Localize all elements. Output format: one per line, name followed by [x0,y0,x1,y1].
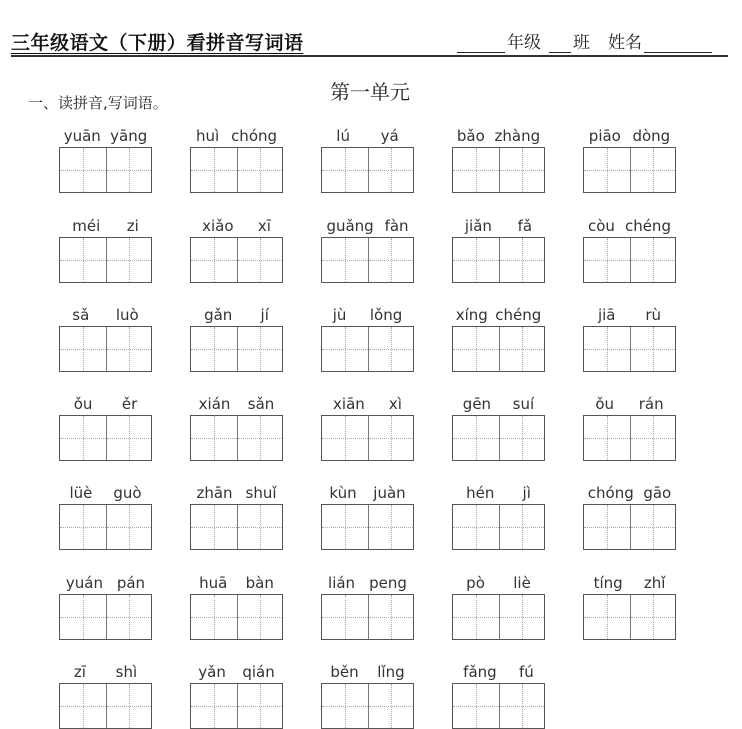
pinyin-syllable: jiā [597,306,616,324]
class-label: 班 [573,33,590,53]
pinyin-syllable: liè [513,574,531,592]
tianzige-writing-box [190,594,283,640]
tianzige-writing-box [321,147,414,193]
character-cell[interactable] [60,416,106,460]
tianzige-writing-box [583,237,676,283]
character-cell[interactable] [584,505,630,549]
character-cell[interactable] [630,595,676,639]
character-cell[interactable] [322,684,368,728]
pinyin-syllable: guǎng [326,217,374,235]
pinyin-label [59,302,152,324]
character-input[interactable] [500,327,545,371]
student-info-fields [457,28,712,53]
pinyin-syllable: chóng [231,127,278,145]
pinyin-label [583,480,676,502]
character-input[interactable] [107,148,152,192]
pinyin-label [583,213,676,235]
character-cell[interactable] [499,595,545,639]
character-cell[interactable] [630,327,676,371]
character-input[interactable] [453,416,499,460]
character-input[interactable] [60,238,106,282]
pinyin-label [321,480,414,502]
pinyin-syllable: xì [388,395,402,413]
pinyin-label [59,659,152,681]
pinyin-syllable: yuán [65,574,103,592]
tianzige-writing-box [59,415,152,461]
tianzige-writing-box [190,504,283,550]
character-input[interactable] [453,148,499,192]
pinyin-syllable: guò [113,484,142,502]
character-input[interactable] [322,148,368,192]
character-cell[interactable] [453,416,499,460]
character-input[interactable] [191,684,237,728]
tianzige-writing-box [321,326,414,372]
pinyin-syllable: xī [257,217,271,235]
pinyin-label [59,391,152,413]
pinyin-syllable: gǎn [204,306,233,324]
pinyin-syllable: chéng [495,306,542,324]
character-input[interactable] [584,148,630,192]
pinyin-syllable: lián [328,574,356,592]
character-cell[interactable] [453,684,499,728]
character-input[interactable] [238,148,283,192]
pinyin-syllable: chéng [624,217,671,235]
character-cell[interactable] [584,416,630,460]
character-cell[interactable] [630,148,676,192]
character-input[interactable] [107,684,152,728]
tianzige-writing-box [59,683,152,729]
character-input[interactable] [191,148,237,192]
pinyin-label [583,123,676,145]
character-cell[interactable] [106,684,152,728]
character-input[interactable] [60,684,106,728]
pinyin-syllable: lú [336,127,350,145]
character-input[interactable] [238,238,283,282]
character-cell[interactable] [106,327,152,371]
character-input[interactable] [584,416,630,460]
pinyin-syllable: dòng [632,127,671,145]
character-cell[interactable] [368,684,414,728]
tianzige-writing-box [190,683,283,729]
character-input[interactable] [238,595,283,639]
character-input[interactable] [107,505,152,549]
pinyin-label [321,570,414,592]
character-cell[interactable] [191,505,237,549]
character-cell[interactable] [368,148,414,192]
character-cell[interactable] [106,148,152,192]
pinyin-syllable: fàn [384,217,409,235]
pinyin-label [190,213,283,235]
tianzige-writing-box [452,594,545,640]
pinyin-label [321,302,414,324]
character-input[interactable] [584,327,630,371]
character-input[interactable] [631,505,676,549]
character-input[interactable] [191,327,237,371]
pinyin-syllable: sǎ [72,306,90,324]
pinyin-syllable: fú [519,663,534,681]
character-input[interactable] [453,327,499,371]
character-cell[interactable] [106,238,152,282]
character-cell[interactable] [60,238,106,282]
tianzige-writing-box [59,504,152,550]
pinyin-syllable: piāo [588,127,621,145]
character-input[interactable] [631,148,676,192]
tianzige-writing-box [583,594,676,640]
section-heading: 一、读拼音,写词语。 [28,94,168,112]
character-input[interactable] [453,595,499,639]
pinyin-syllable: gēn [462,395,492,413]
character-input[interactable] [453,505,499,549]
pinyin-syllable: fǎng [463,663,497,681]
character-cell[interactable] [237,595,283,639]
character-input[interactable] [107,238,152,282]
character-cell[interactable] [584,327,630,371]
tianzige-writing-box [321,237,414,283]
pinyin-label [190,302,283,324]
character-input[interactable] [369,595,414,639]
pinyin-label [452,480,545,502]
character-cell[interactable] [237,327,283,371]
pinyin-syllable: jù [332,306,347,324]
character-input[interactable] [500,148,545,192]
character-cell[interactable] [322,505,368,549]
character-cell[interactable] [322,238,368,282]
character-cell[interactable] [630,238,676,282]
pinyin-syllable: bǎo [456,127,485,145]
character-cell[interactable] [453,238,499,282]
tianzige-writing-box [321,504,414,550]
character-cell[interactable] [499,148,545,192]
pinyin-syllable: jiǎn [464,217,492,235]
pinyin-label [452,123,545,145]
pinyin-syllable: běn [330,663,359,681]
pinyin-syllable: qián [242,663,275,681]
pinyin-label [190,123,283,145]
character-cell[interactable] [237,148,283,192]
pinyin-label [583,570,676,592]
character-input[interactable] [500,238,545,282]
character-input[interactable] [500,684,545,728]
pinyin-syllable: rán [638,395,664,413]
tianzige-writing-box [452,147,545,193]
character-cell[interactable] [237,505,283,549]
pinyin-label [452,570,545,592]
character-input[interactable] [238,327,283,371]
character-input[interactable] [191,416,237,460]
pinyin-syllable: luò [115,306,139,324]
pinyin-label [190,570,283,592]
tianzige-writing-box [452,237,545,283]
pinyin-syllable: juàn [373,484,406,502]
character-input[interactable] [584,595,630,639]
pinyin-syllable: yá [380,127,399,145]
pinyin-label [190,391,283,413]
character-cell[interactable] [191,148,237,192]
character-cell[interactable] [60,505,106,549]
character-input[interactable] [107,416,152,460]
character-cell[interactable] [499,684,545,728]
pinyin-syllable: yuān [63,127,101,145]
tianzige-writing-box [583,415,676,461]
pinyin-syllable: zhǐ [643,574,666,592]
character-input[interactable] [500,505,545,549]
pinyin-syllable: huì [195,127,220,145]
character-cell[interactable] [499,238,545,282]
pinyin-syllable: xiān [333,395,365,413]
tianzige-writing-box [452,415,545,461]
pinyin-syllable: rù [645,306,662,324]
tianzige-writing-box [583,147,676,193]
character-cell[interactable] [368,505,414,549]
character-cell[interactable] [237,416,283,460]
character-input[interactable] [631,238,676,282]
character-input[interactable] [322,684,368,728]
pinyin-syllable: pán [116,574,146,592]
character-input[interactable] [369,505,414,549]
character-cell[interactable] [322,416,368,460]
pinyin-syllable: xián [198,395,231,413]
character-cell[interactable] [322,327,368,371]
character-cell[interactable] [237,684,283,728]
name-blank[interactable] [644,34,712,53]
character-cell[interactable] [584,238,630,282]
name-label: 姓名 [608,33,642,53]
character-cell[interactable] [60,595,106,639]
character-cell[interactable] [60,327,106,371]
tianzige-writing-box [190,147,283,193]
pinyin-label [59,570,152,592]
character-input[interactable] [107,327,152,371]
pinyin-syllable: shuǐ [245,484,277,502]
pinyin-syllable: yǎn [198,663,226,681]
pinyin-label [452,659,545,681]
character-input[interactable] [322,327,368,371]
pinyin-syllable: pò [466,574,485,592]
tianzige-writing-box [321,415,414,461]
pinyin-syllable: kùn [329,484,357,502]
grade-label: 年级 [507,33,541,53]
pinyin-label [583,391,676,413]
character-cell[interactable] [368,595,414,639]
character-input[interactable] [60,327,106,371]
worksheet-title: 三年级语文（下册）看拼音写词语 [11,32,304,54]
character-input[interactable] [60,595,106,639]
pinyin-label [321,391,414,413]
character-cell[interactable] [106,595,152,639]
tianzige-writing-box [59,326,152,372]
character-cell[interactable] [453,327,499,371]
character-input[interactable] [453,684,499,728]
character-input[interactable] [322,595,368,639]
character-input[interactable] [238,684,283,728]
character-input[interactable] [191,595,237,639]
character-input[interactable] [500,416,545,460]
tianzige-writing-box [59,147,152,193]
character-cell[interactable] [368,416,414,460]
character-input[interactable] [584,505,630,549]
pinyin-syllable: xíng [455,306,488,324]
pinyin-syllable: méi [72,217,101,235]
pinyin-syllable: còu [588,217,615,235]
character-input[interactable] [584,238,630,282]
tianzige-writing-box [59,237,152,283]
pinyin-syllable: yāng [110,127,148,145]
pinyin-syllable: tíng [593,574,623,592]
pinyin-syllable: zhān [196,484,233,502]
pinyin-syllable: ǒu [595,395,615,413]
tianzige-writing-box [321,683,414,729]
header-divider [11,55,728,57]
character-cell[interactable] [453,148,499,192]
pinyin-syllable: lǒng [369,306,403,324]
character-input[interactable] [369,416,414,460]
character-input[interactable] [60,416,106,460]
character-cell[interactable] [191,416,237,460]
character-cell[interactable] [453,505,499,549]
character-input[interactable] [631,595,676,639]
character-input[interactable] [238,416,283,460]
character-cell[interactable] [499,505,545,549]
character-cell[interactable] [191,684,237,728]
tianzige-writing-box [452,326,545,372]
character-input[interactable] [369,684,414,728]
pinyin-syllable: zhàng [494,127,541,145]
pinyin-label [452,302,545,324]
character-cell[interactable] [368,327,414,371]
pinyin-syllable: chóng [587,484,634,502]
character-input[interactable] [60,148,106,192]
character-input[interactable] [60,505,106,549]
character-cell[interactable] [499,327,545,371]
pinyin-syllable: ěr [121,395,138,413]
character-cell[interactable] [630,505,676,549]
tianzige-writing-box [583,504,676,550]
character-cell[interactable] [453,595,499,639]
pinyin-syllable: sǎn [247,395,275,413]
character-input[interactable] [369,238,414,282]
character-cell[interactable] [368,238,414,282]
character-cell[interactable] [630,416,676,460]
tianzige-writing-box [452,683,545,729]
tianzige-writing-box [190,326,283,372]
character-input[interactable] [191,505,237,549]
character-cell[interactable] [322,148,368,192]
tianzige-writing-box [190,415,283,461]
character-input[interactable] [238,505,283,549]
pinyin-label [321,213,414,235]
pinyin-label [321,659,414,681]
pinyin-syllable: hén [466,484,495,502]
pinyin-label [190,659,283,681]
pinyin-syllable: lǐng [377,663,405,681]
tianzige-writing-box [321,594,414,640]
character-cell[interactable] [584,148,630,192]
character-cell[interactable] [60,684,106,728]
pinyin-syllable: xiǎo [202,217,234,235]
character-cell[interactable] [322,595,368,639]
pinyin-syllable: jí [260,306,269,324]
character-cell[interactable] [584,595,630,639]
pinyin-syllable: lüè [69,484,93,502]
character-cell[interactable] [191,238,237,282]
character-input[interactable] [322,238,368,282]
pinyin-syllable: zī [73,663,86,681]
tianzige-writing-box [190,237,283,283]
class-blank[interactable] [549,34,571,53]
grade-blank[interactable] [457,34,505,53]
tianzige-writing-box [452,504,545,550]
character-input[interactable] [369,327,414,371]
pinyin-label [583,302,676,324]
pinyin-label [452,391,545,413]
pinyin-syllable: jì [522,484,531,502]
tianzige-writing-box [583,326,676,372]
pinyin-label [59,480,152,502]
pinyin-syllable: peng [369,574,407,592]
character-cell[interactable] [106,505,152,549]
character-input[interactable] [500,595,545,639]
pinyin-syllable: shì [115,663,138,681]
pinyin-label [59,123,152,145]
tianzige-writing-box [59,594,152,640]
pinyin-syllable: gāo [643,484,672,502]
pinyin-syllable: fǎ [517,217,533,235]
unit-title: 第一单元 [330,80,410,104]
pinyin-label [59,213,152,235]
character-cell[interactable] [499,416,545,460]
character-input[interactable] [322,505,368,549]
character-cell[interactable] [106,416,152,460]
pinyin-syllable: ǒu [73,395,93,413]
pinyin-label [190,480,283,502]
character-input[interactable] [191,238,237,282]
pinyin-syllable: bàn [245,574,274,592]
pinyin-syllable: zi [126,217,139,235]
character-cell[interactable] [191,327,237,371]
character-input[interactable] [631,416,676,460]
character-cell[interactable] [237,238,283,282]
character-cell[interactable] [191,595,237,639]
pinyin-syllable: huā [199,574,228,592]
pinyin-label [321,123,414,145]
character-cell[interactable] [60,148,106,192]
character-input[interactable] [453,238,499,282]
character-input[interactable] [369,148,414,192]
pinyin-syllable: suí [512,395,535,413]
character-input[interactable] [631,327,676,371]
character-input[interactable] [107,595,152,639]
pinyin-label [452,213,545,235]
character-input[interactable] [322,416,368,460]
